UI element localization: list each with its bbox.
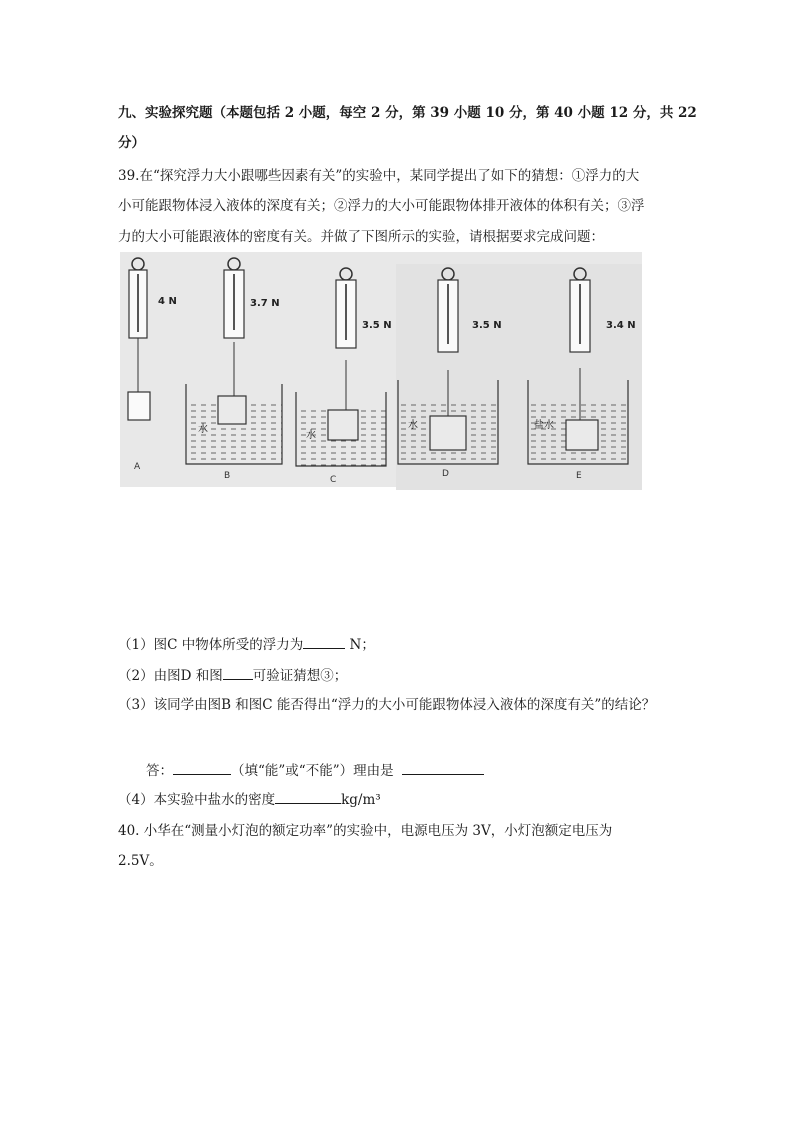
q39-sub4-blank[interactable] [275, 789, 341, 804]
q39-answer-middle: （填“能”或“不能”）理由是 [231, 763, 394, 779]
q39-sub4-unit: kg/m³ [341, 792, 381, 808]
section-heading-line2: 分） [118, 135, 145, 151]
panel-e-liquid: 盐水 [534, 420, 554, 431]
q39-intro-line1: 39.在“探究浮力大小跟哪些因素有关”的实验中，某同学提出了如下的猜想：①浮力的大 [118, 168, 640, 184]
panel-c-label: C [330, 475, 337, 485]
q39-sub3: （3）该同学由图B 和图C 能否得出“浮力的大小可能跟物体浸入液体的深度有关”的结论？ [118, 697, 656, 713]
panel-e [528, 268, 636, 481]
q39-answer-blank1[interactable] [173, 760, 231, 775]
q39-sub4-text: （4）本实验中盐水的密度 [118, 792, 276, 808]
q39-sub1 [118, 634, 375, 654]
q39-sub1-blank[interactable] [303, 634, 345, 649]
panel-e-reading: 3.4 N [606, 320, 636, 331]
q39-sub1-text: （1）图C 中物体所受的浮力为 [118, 637, 304, 653]
panel-d-liquid: 水 [408, 420, 418, 431]
panel-e-label: E [576, 471, 582, 481]
q39-sub1-unit: N； [345, 637, 375, 653]
q39-intro-line3: 力的大小可能跟液体的密度有关。并做了下图所示的实验，请根据要求完成问题： [118, 229, 604, 245]
panel-a-reading: 4 N [158, 296, 177, 307]
section-heading-line1: 九、实验探究题（本题包括 2 小题，每空 2 分，第 39 小题 10 分，第 40 小题 12 分，共 22 [118, 105, 697, 121]
q40-line1: 40. 小华在“测量小灯泡的额定功率”的实验中，电源电压为 3V，小灯泡额定电压为 [118, 823, 613, 839]
panel-b-liquid: 水 [198, 424, 208, 435]
panel-d-label: D [442, 469, 449, 479]
panel-a-label: A [134, 462, 141, 472]
panel-c-reading: 3.5 N [362, 320, 392, 331]
panel-a [128, 258, 177, 472]
panel-b-reading: 3.7 N [250, 298, 280, 309]
q39-sub2 [118, 665, 347, 685]
q39-sub2-tail: 可验证猜想③； [252, 668, 348, 684]
panel-d [398, 268, 502, 479]
q40-line2: 2.5V。 [118, 853, 163, 869]
panel-c [296, 268, 392, 485]
q39-sub4 [118, 789, 381, 809]
panel-d-reading: 3.5 N [472, 320, 502, 331]
q39-answer-blank2[interactable] [402, 760, 484, 775]
q39-sub2-blank[interactable] [223, 665, 253, 680]
panel-b-label: B [224, 471, 231, 481]
q39-intro-line2: 小可能跟物体浸入液体的深度有关；②浮力的大小可能跟物体排开液体的体积有关；③浮 [118, 198, 645, 214]
q39-answer [146, 760, 484, 780]
experiment-figure-drawing [120, 252, 642, 492]
panel-c-liquid: 水 [306, 430, 316, 441]
q39-answer-prefix: 答： [146, 763, 173, 779]
q39-sub2-text: （2）由图D 和图 [118, 668, 223, 684]
panel-b [186, 258, 282, 481]
